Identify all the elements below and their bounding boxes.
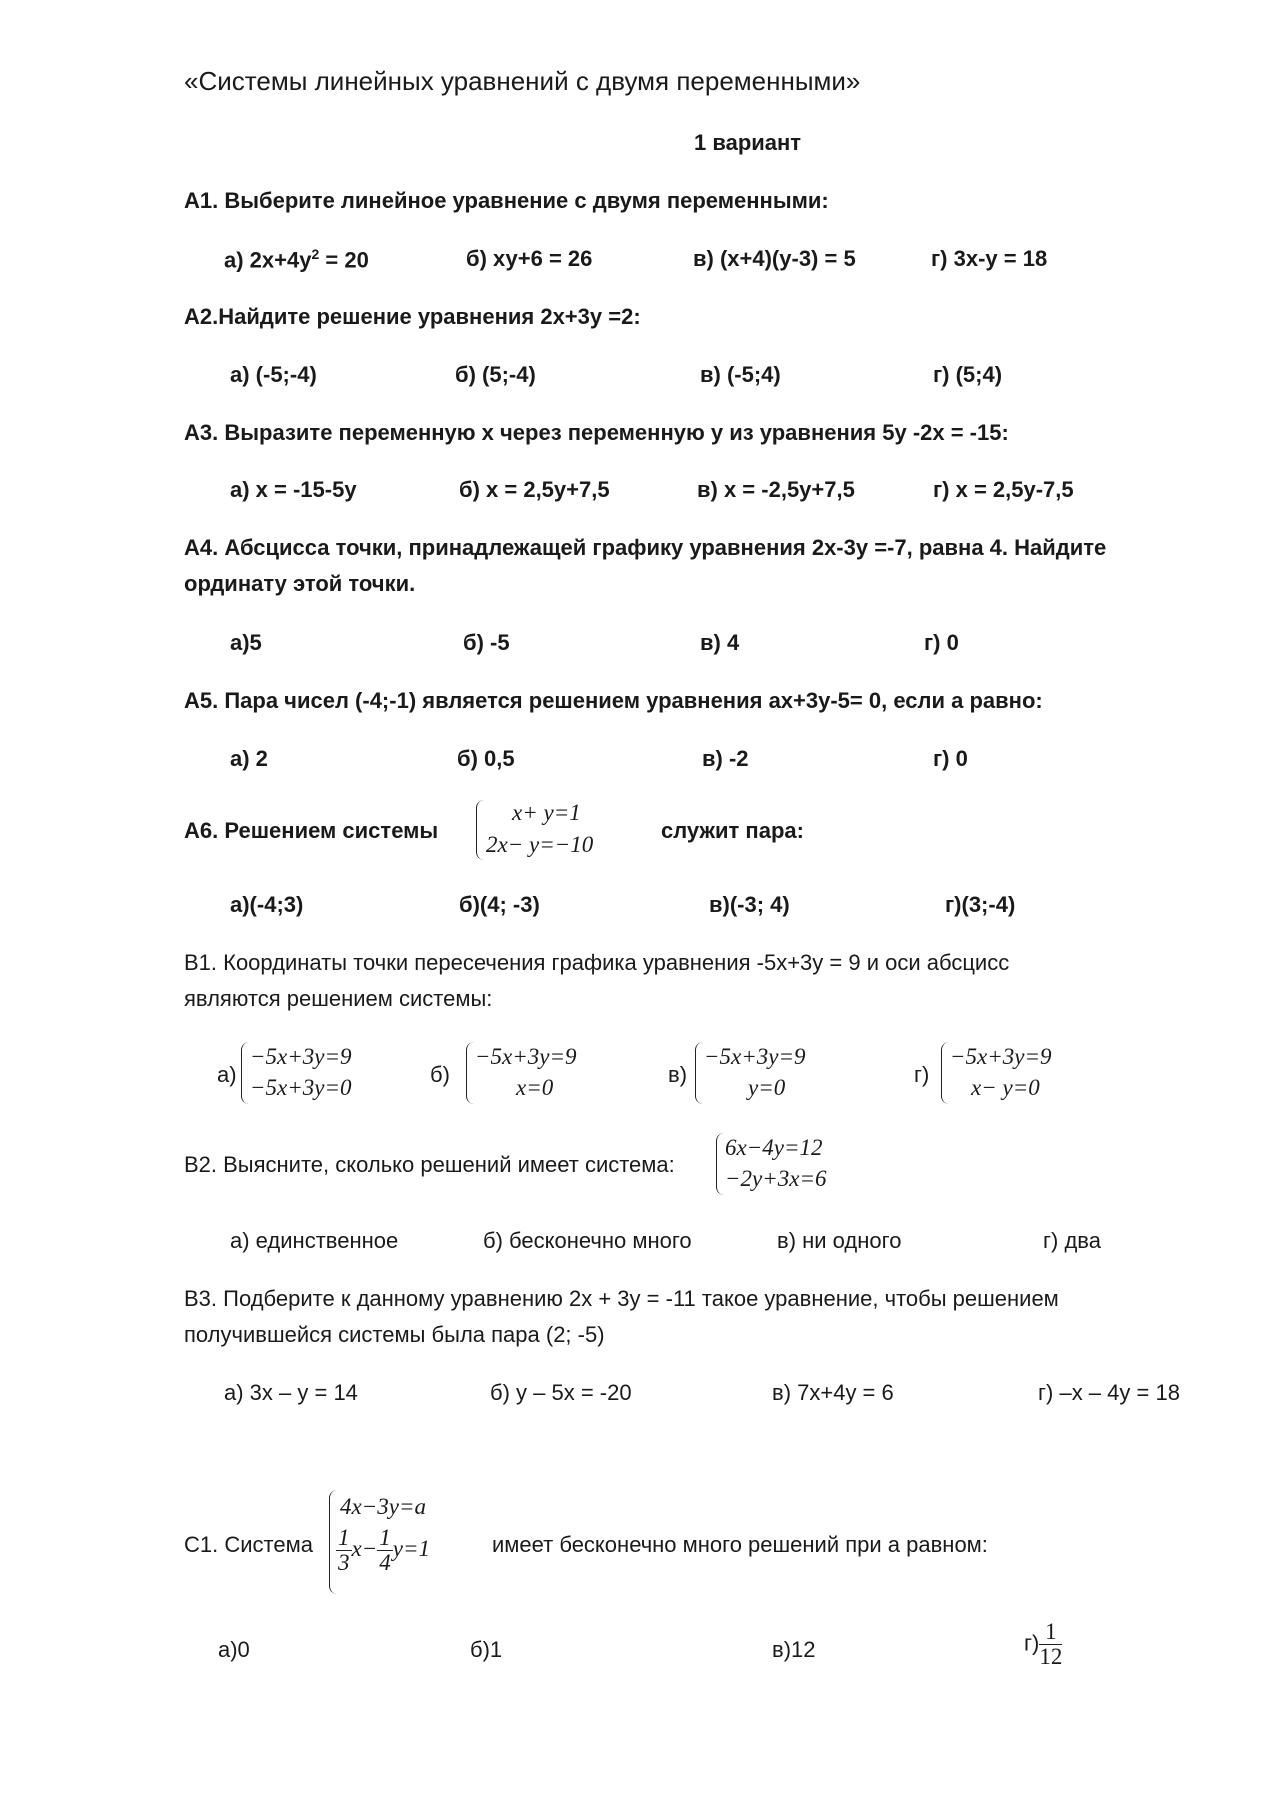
b1-option-c-eq1: −5x+3y=9 <box>704 1044 806 1069</box>
a1-option-b: б) ху+6 = 26 <box>466 246 593 271</box>
b1-option-a-eq2: −5x+3y=0 <box>250 1075 352 1100</box>
b2-equation-2: −2y+3x=6 <box>725 1166 827 1191</box>
question-a6: А6. Решением системы <box>184 818 439 843</box>
b1-option-b-brace <box>466 1042 475 1104</box>
b1-option-d-eq2: x− y=0 <box>971 1075 1040 1100</box>
variant-label: 1 вариант <box>694 130 802 155</box>
a6-option-d: г)(3;-4) <box>945 892 1016 917</box>
c1-equation-2: $\frac{1}{3}$ x− $\frac{1}{4}$ y=1 <box>338 1525 430 1575</box>
question-a4-line1: А4. Абсцисса точки, принадлежащей графику уравнения 2х-3у =-7, равна 4. Найдите <box>184 535 1107 560</box>
a5-option-a: а) 2 <box>230 746 268 771</box>
a2-option-b: б) (5;-4) <box>455 362 536 387</box>
b2-option-a: а) единственное <box>230 1228 399 1253</box>
a6-system-brace <box>476 800 485 860</box>
b1-option-a-brace <box>241 1042 250 1104</box>
b1-option-b-eq1: −5x+3y=9 <box>475 1044 577 1069</box>
a6-option-a: а)(-4;3) <box>230 892 304 917</box>
b3-option-c: в) 7х+4у = 6 <box>772 1380 894 1405</box>
b2-option-b: б) бесконечно много <box>483 1228 692 1253</box>
b3-option-b: б) у – 5х = -20 <box>490 1380 632 1405</box>
b2-option-c: в) ни одного <box>777 1228 902 1253</box>
a4-option-a: а)5 <box>230 630 262 655</box>
b1-option-d-brace <box>941 1042 950 1104</box>
b1-option-b-eq2: x=0 <box>516 1075 554 1100</box>
c1-fraction-one-third: $\frac{1}{3}$ <box>338 1525 350 1575</box>
question-b3-line1: В3. Подберите к данному уравнению 2х + 3у = -11 такое уравнение, чтобы решением <box>184 1286 1059 1311</box>
b2-option-d: г) два <box>1043 1228 1101 1253</box>
a5-option-b: б) 0,5 <box>457 746 515 771</box>
c1-option-d: г) $\frac{1}{12}$ <box>1024 1619 1063 1669</box>
a3-option-b: б) х = 2,5у+7,5 <box>459 477 610 502</box>
a5-option-c: в) -2 <box>702 746 749 771</box>
a1-option-c: в) (х+4)(у-3) = 5 <box>693 246 856 271</box>
question-a2: А2.Найдите решение уравнения 2х+3у =2: <box>184 304 641 329</box>
b1-option-d-eq1: −5x+3y=9 <box>950 1044 1052 1069</box>
question-c1: С1. Система <box>184 1532 313 1557</box>
c1-option-b: б)1 <box>470 1637 503 1662</box>
a2-option-c: в) (-5;4) <box>700 362 781 387</box>
a3-option-d: г) х = 2,5у-7,5 <box>933 477 1074 502</box>
a1-option-d: г) 3х-у = 18 <box>931 246 1048 271</box>
a4-option-c: в) 4 <box>700 630 740 655</box>
a3-option-a: а) х = -15-5у <box>230 477 357 502</box>
b2-system-brace <box>716 1133 725 1195</box>
b1-option-a-eq1: −5x+3y=9 <box>250 1044 352 1069</box>
c1-option-c: в)12 <box>772 1637 816 1662</box>
question-a6-tail: служит пара: <box>661 818 804 843</box>
question-a5: А5. Пара чисел (-4;-1) является решением уравнения ах+3у-5= 0, если а равно: <box>184 688 1043 713</box>
question-b2: В2. Выясните, сколько решений имеет система: <box>184 1152 675 1177</box>
a6-equation-2: 2x− y=−10 <box>486 832 594 857</box>
a3-option-c: в) х = -2,5у+7,5 <box>697 477 855 502</box>
a6-equation-1: x+ y=1 <box>512 800 581 825</box>
a5-option-d: г) 0 <box>933 746 968 771</box>
b1-option-c-eq2: y=0 <box>748 1075 786 1100</box>
question-b1-line2: являются решением системы: <box>184 986 493 1011</box>
question-b3-line2: получившейся системы была пара (2; -5) <box>184 1322 605 1347</box>
a2-option-a: а) (-5;-4) <box>230 362 317 387</box>
b3-option-a: а) 3х – у = 14 <box>224 1380 358 1405</box>
a4-option-d: г) 0 <box>924 630 959 655</box>
c1-option-d-fraction: $\frac{1}{12}$ <box>1039 1619 1063 1669</box>
question-a3: А3. Выразите переменную х через переменную у из уравнения 5у -2х = -15: <box>184 420 1009 445</box>
b3-option-d: г) –х – 4у = 18 <box>1038 1380 1180 1405</box>
a1-option-a: а) $2х+4у^2 = 20$ <box>224 246 369 273</box>
b1-option-b-label: б) <box>430 1062 450 1087</box>
a2-option-d: г) (5;4) <box>933 362 1003 387</box>
b1-option-a-label: а) <box>217 1062 237 1087</box>
c1-option-a: а)0 <box>218 1637 250 1662</box>
question-a1: А1. Выберите линейное уравнение с двумя переменными: <box>184 188 829 213</box>
a6-option-b: б)(4; -3) <box>459 892 540 917</box>
b1-option-d-label: г) <box>914 1062 930 1087</box>
page-title: «Системы линейных уравнений с двумя переменными» <box>184 66 861 96</box>
b1-option-c-brace <box>695 1042 704 1104</box>
question-b1-line1: В1. Координаты точки пересечения графика уравнения -5х+3у = 9 и оси абсцисс <box>184 950 1010 975</box>
a6-option-c: в)(-3; 4) <box>709 892 790 917</box>
question-a4-line2: ординату этой точки. <box>184 571 416 596</box>
c1-equation-1: 4x−3y=a <box>340 1494 426 1519</box>
a4-option-b: б) -5 <box>463 630 510 655</box>
question-c1-tail: имеет бесконечно много решений при а равном: <box>492 1532 988 1557</box>
c1-fraction-one-fourth: $\frac{1}{4}$ <box>379 1525 391 1575</box>
b1-option-c-label: в) <box>668 1062 688 1087</box>
b2-equation-1: 6x−4y=12 <box>725 1135 823 1160</box>
